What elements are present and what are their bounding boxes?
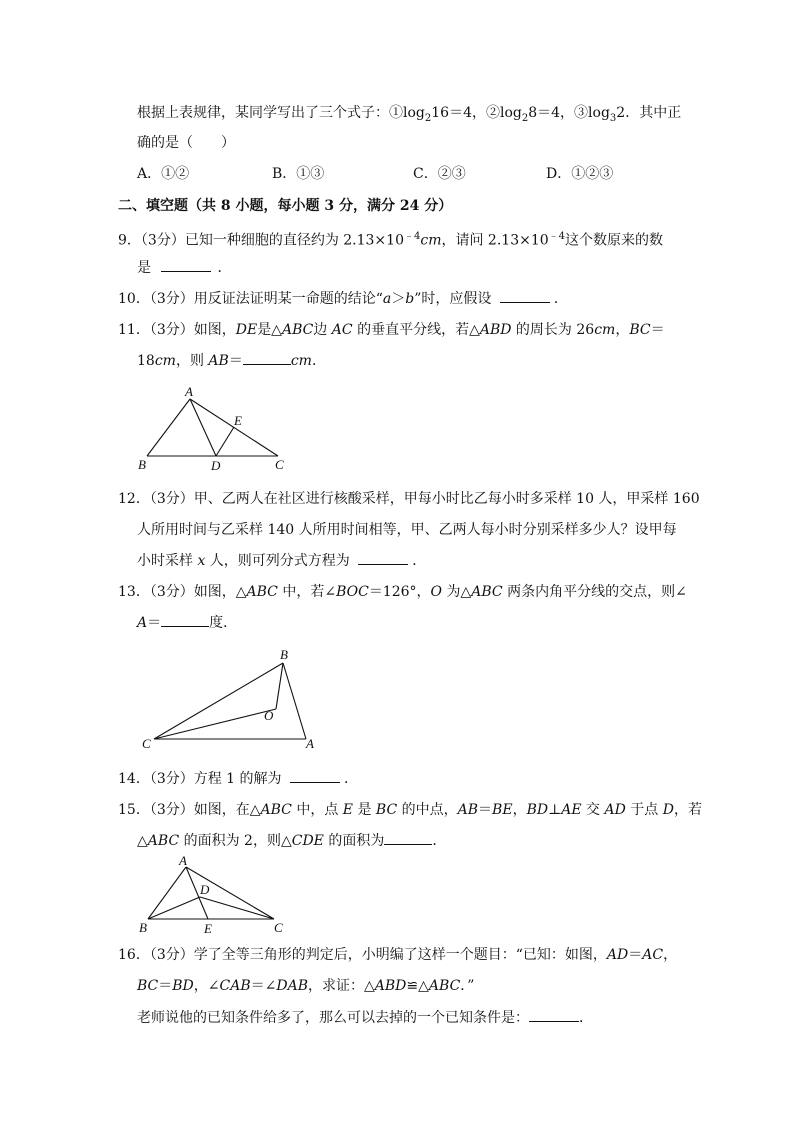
q11-figure <box>130 383 300 479</box>
q11-seg-de <box>216 427 234 456</box>
q14-line: 14．（3分）方程 1 的解为 ． <box>118 771 358 787</box>
q14-answer-blank[interactable] <box>290 782 340 783</box>
q16-answer-blank[interactable] <box>529 1021 579 1022</box>
q13-seg-cb <box>154 663 283 739</box>
q15-answer-blank[interactable] <box>384 844 432 845</box>
q13-line2: A＝ 度． <box>137 615 238 631</box>
q13-label-a: A <box>306 736 314 751</box>
q9-line2: 是 ． <box>137 260 232 276</box>
q11-seg-ab <box>147 399 190 456</box>
q13-answer-blank[interactable] <box>161 626 209 627</box>
q10-answer-blank[interactable] <box>500 302 550 303</box>
q15-figure <box>134 853 294 942</box>
q15-line2: △ABC 的面积为 2，则△CDE 的面积为 ． <box>137 833 447 849</box>
q8-option-d[interactable]: D．①②③ <box>546 166 614 182</box>
q9-answer-blank[interactable] <box>161 271 211 272</box>
q11-line2: 18cm，则 AB＝ cm． <box>137 353 326 369</box>
q11-label-e: E <box>234 413 242 428</box>
q12-answer-blank[interactable] <box>358 564 408 565</box>
q11-label-d: D <box>211 458 221 473</box>
q12-line1: 12．（3分）甲、乙两人在社区进行核酸采样，甲每小时比乙每小时多采样 10 人，甲采样 160 <box>118 491 700 507</box>
q15-label-c: C <box>274 920 283 935</box>
q13-seg-ba <box>283 663 306 739</box>
q10-line: 10．（3分）用反证法证明某一命题的结论“a＞b”时，应假设 ． <box>118 291 568 307</box>
q12-line2: 人所用时间与乙采样 140 人所用时间相等，甲、乙两人每小时分别采样多少人？设甲每 <box>137 522 677 538</box>
q13-label-c: C <box>142 736 151 751</box>
q12-line3: 小时采样 x 人，则可列分式方程为 ． <box>137 553 427 569</box>
q11-label-c: C <box>275 457 284 472</box>
q13-figure-svg <box>138 646 328 756</box>
q15-label-d: D <box>200 882 210 897</box>
q13-seg-co <box>154 709 276 739</box>
q15-label-a: A <box>179 853 187 868</box>
q11-answer-blank[interactable] <box>243 364 291 365</box>
q15-figure-svg <box>134 853 294 938</box>
q15-label-b: B <box>139 920 147 935</box>
q15-label-e: E <box>204 921 212 936</box>
q8-stem-line1: 根据上表规律，某同学写出了三个式子：$①\log_216=4$，$②\log_28=4$，$③\log_32$．其中正 <box>137 105 682 124</box>
q15-seg-dc <box>200 897 274 919</box>
q16-line3: 老师说他的已知条件给多了，那么可以去掉的一个已知条件是： ． <box>137 1010 593 1026</box>
q13-label-o: O <box>264 708 274 723</box>
q8-option-c[interactable]: C．②③ <box>413 166 466 182</box>
q15-line1: 15．（3分）如图，在△ABC 中，点 E 是 BC 的中点，AB＝BE，BD⊥AE 交 AD 于点 D，若 <box>118 802 702 818</box>
q16-line2: BC＝BD，∠CAB＝∠DAB，求证：△ABD≌△ABC．” <box>137 978 475 994</box>
q8-option-a[interactable]: A．①② <box>137 166 190 182</box>
section-heading: 二、填空题（共 8 小题，每小题 3 分，满分 24 分） <box>118 198 453 214</box>
q16-line1: 16．（3分）学了全等三角形的判定后，小明编了这样一个题目：“已知：如图，AD＝AC， <box>118 947 678 963</box>
q13-label-b: B <box>280 647 288 662</box>
q13-figure <box>138 646 328 760</box>
q11-label-b: B <box>138 457 146 472</box>
q13-line1: 13．（3分）如图，△ABC 中，若∠BOC＝126°，O 为△ABC 两条内角平分线的交点，则∠ <box>118 584 687 600</box>
q11-line1: 11．（3分）如图，DE是△ABC边 AC 的垂直平分线，若△ABD 的周长为 26cm，BC＝ <box>118 322 665 338</box>
q11-label-a: A <box>185 384 193 399</box>
q8-stem-line2: 确的是（ ） <box>137 135 235 151</box>
q8-option-b[interactable]: B．①③ <box>272 166 325 182</box>
q9-line1: 9．（3分）已知一种细胞的直径约为 $2.13\times 10^{﹣4}cm$，请问 $2.13\times 10^{﹣4}$这个数原来的数 <box>118 231 664 249</box>
q13-seg-ob <box>276 663 283 709</box>
q11-figure-svg <box>130 383 300 475</box>
